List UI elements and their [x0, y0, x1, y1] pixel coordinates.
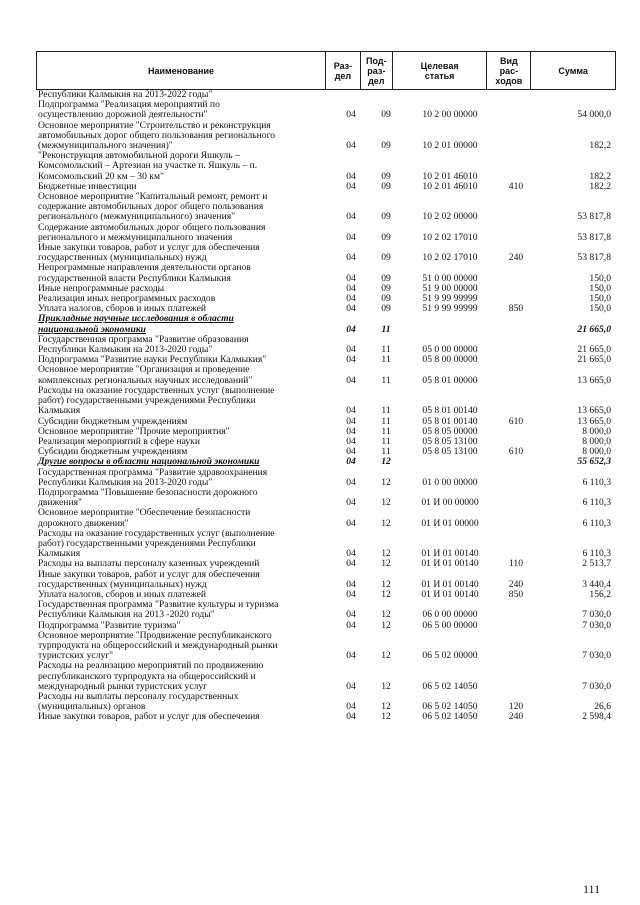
row-podrazdel: 12: [381, 548, 391, 560]
table-row: [38, 529, 618, 560]
row-statya: 01 И 00 00000: [421, 497, 479, 509]
table-row: [38, 488, 618, 508]
row-vid: 410: [508, 180, 524, 192]
row-name: Государственная программа "Развитие культуры и туризма Республики Калмыкия на 2013 -2020 годы": [38, 599, 279, 621]
table-row: [38, 335, 618, 355]
row-razdel: 04: [346, 650, 356, 662]
header-name: Наименование: [37, 52, 326, 89]
row-statya: 10 2 01 46010: [422, 180, 478, 192]
row-name: Подпрограмма "Повышение безопасности дорожного движения": [38, 486, 258, 509]
row-podrazdel: 12: [381, 588, 391, 600]
row-name: Подпрограмма "Развитие науки Республики Калмыкия": [38, 354, 267, 366]
row-vid: 240: [508, 711, 524, 723]
table-row: [38, 692, 618, 712]
row-summa: 2 598,4: [582, 711, 611, 723]
row-statya: 10 2 02 17010: [422, 252, 478, 264]
row-podrazdel: 09: [381, 231, 391, 243]
row-name: Основное мероприятие "Организация и проведение комплексных региональных научных исследований": [38, 364, 253, 386]
row-summa: 150,0: [589, 272, 611, 284]
table-row: [38, 386, 618, 417]
row-razdel: 04: [346, 701, 356, 713]
row-razdel: 04: [346, 425, 356, 437]
row-name: Иные закупки товаров, работ и услуг для обеспечения: [38, 711, 260, 723]
table-row: [38, 100, 618, 120]
row-name: Непрограммные направления деятельности органов государственной власти Республики Калмыкия: [38, 262, 251, 284]
row-podrazdel: 09: [381, 282, 391, 294]
row-podrazdel: 09: [381, 293, 391, 305]
row-podrazdel: 12: [381, 497, 391, 509]
row-razdel: 04: [346, 619, 356, 631]
row-statya: 06 5 00 00000: [422, 619, 478, 631]
row-vid: [496, 212, 536, 222]
row-razdel: 04: [346, 252, 356, 264]
row-statya: 06 0 00 00000: [422, 609, 478, 621]
row-summa: 8 000,0: [582, 435, 611, 447]
row-razdel: 04: [346, 588, 356, 600]
row-vid: [496, 621, 536, 631]
row-summa: 156,2: [589, 588, 611, 600]
row-statya: 10 2 02 17010: [422, 231, 478, 243]
row-razdel: 04: [346, 109, 356, 121]
row-name: Прикладные научные исследования в области национальной экономики: [38, 313, 234, 335]
row-podrazdel: 12: [381, 578, 391, 590]
row-vid: [496, 345, 536, 355]
row-vid: [496, 610, 536, 620]
row-statya: 01 И 01 00140: [421, 578, 479, 590]
header-podrazdel: Под- раз- дел: [361, 52, 393, 89]
row-name: Иные закупки товаров, работ и услуг для обеспечения государственных (муниципальных) нужд: [38, 242, 260, 264]
table-row: [38, 365, 618, 385]
table-row: [38, 631, 618, 662]
row-podrazdel: 11: [381, 425, 391, 437]
row-name: Государственная программа "Развитие образования Республики Калмыкия на 2013-2020 годы": [38, 333, 249, 356]
row-razdel: 04: [346, 446, 356, 458]
row-podrazdel: 12: [381, 711, 391, 723]
row-podrazdel: 11: [381, 354, 391, 366]
row-name: Бюджетные инвестиции: [38, 180, 137, 192]
row-name: Иные закупки товаров, работ и услуг для обеспечения государственных (муниципальных) нужд: [38, 568, 260, 590]
table-row: [38, 243, 618, 263]
row-razdel: 04: [346, 374, 356, 386]
row-name: Расходы на реализацию мероприятий по продвижению республиканского турпродукта на общероссийский и международный рынки туристских услуг: [38, 660, 264, 692]
header-summa: Сумма: [558, 65, 588, 76]
row-summa: 8 000,0: [582, 425, 611, 437]
row-summa: 6 110,3: [582, 517, 611, 529]
row-vid: [496, 682, 536, 692]
row-summa: 8 000,0: [582, 446, 611, 458]
row-razdel: 04: [346, 578, 356, 590]
row-summa: 7 030,0: [582, 680, 611, 692]
row-statya: 01 И 01 00000: [421, 517, 479, 529]
row-vid: [496, 406, 536, 416]
row-razdel: 04: [346, 517, 356, 529]
row-podrazdel: 09: [381, 140, 391, 152]
row-summa: 6 110,3: [582, 497, 611, 509]
header-razdel: Раз- дел: [326, 52, 361, 89]
row-razdel: 04: [346, 303, 356, 315]
row-podrazdel: 09: [381, 170, 391, 182]
row-vid: [496, 274, 536, 284]
table-row: [38, 151, 618, 182]
row-razdel: 04: [346, 456, 356, 468]
row-vid: [496, 325, 536, 335]
row-razdel: 04: [346, 476, 356, 488]
row-vid: [496, 233, 536, 243]
row-razdel: 04: [346, 558, 356, 570]
row-statya: 51 9 99 99999: [422, 293, 478, 305]
row-razdel: 04: [346, 323, 356, 335]
row-name: Подпрограмма "Реализация мероприятий по осуществлению дорожной деятельности": [38, 99, 220, 121]
row-podrazdel: 11: [381, 374, 391, 386]
row-statya: 51 9 00 00000: [422, 282, 478, 294]
row-razdel: 04: [346, 272, 356, 284]
row-vid: [496, 427, 536, 437]
row-name: Основное мероприятие "Обеспечение безопасности дорожного движения": [38, 507, 251, 529]
row-podrazdel: 09: [381, 272, 391, 284]
row-vid: [496, 478, 536, 488]
row-podrazdel: 12: [381, 609, 391, 621]
row-razdel: 04: [346, 711, 356, 723]
row-statya: 01 И 01 00140: [421, 548, 479, 560]
row-summa: 7 030,0: [582, 650, 611, 662]
row-statya: 01 И 01 00140: [421, 558, 479, 570]
row-podrazdel: 11: [381, 405, 391, 417]
row-statya: 10 2 00 00000: [422, 109, 478, 121]
row-statya: 51 9 99 99999: [422, 303, 478, 315]
row-vid: [496, 498, 536, 508]
row-summa: 53 817,8: [577, 211, 611, 223]
row-summa: 21 665,0: [577, 354, 611, 366]
row-name: Иные непрограммные расходы: [38, 282, 165, 294]
table-row: [38, 600, 618, 620]
row-summa: 53 817,8: [577, 231, 611, 243]
row-summa: 182,2: [589, 140, 611, 152]
row-name: "Реконструкция автомобильной дороги Яшкуль – Комсомольский – Артезиан на участке п. Яшкуль – п. Комсомольский 20 км – 30 км": [38, 150, 258, 182]
row-summa: 6 110,3: [582, 548, 611, 560]
row-razdel: 04: [346, 497, 356, 509]
row-summa: 2 513,7: [582, 558, 611, 570]
row-statya: 01 И 01 00140: [421, 588, 479, 600]
table-row: [38, 661, 618, 692]
row-razdel: 04: [346, 170, 356, 182]
table-body: [38, 90, 618, 723]
row-podrazdel: 11: [381, 446, 391, 458]
row-podrazdel: 12: [381, 650, 391, 662]
row-razdel: 04: [346, 140, 356, 152]
row-summa: 54 000,0: [577, 109, 611, 121]
row-vid: [496, 284, 536, 294]
row-podrazdel: 12: [381, 619, 391, 631]
row-vid: [496, 519, 536, 529]
row-statya: 10 2 01 00000: [422, 140, 478, 152]
row-razdel: 04: [346, 680, 356, 692]
row-vid: [496, 651, 536, 661]
row-razdel: 04: [346, 415, 356, 427]
row-podrazdel: 09: [381, 211, 391, 223]
row-statya: 05 8 01 00000: [422, 374, 478, 386]
table-row: [38, 263, 618, 283]
row-podrazdel: 09: [381, 252, 391, 264]
row-statya: 10 2 01 46010: [422, 170, 478, 182]
row-statya: 05 0 00 00000: [422, 344, 478, 356]
row-statya: 10 2 02 00000: [422, 211, 478, 223]
row-name: Реализация иных непрограммных расходов: [38, 293, 216, 305]
table-row: [38, 223, 618, 243]
row-name: Уплата налогов, сборов и иных платежей: [38, 303, 207, 315]
row-name: Подпрограмма "Развитие туризма": [38, 619, 181, 631]
page-number: 111: [583, 882, 601, 896]
table-row: [38, 192, 618, 223]
row-name: Субсидии бюджетным учреждениям: [38, 415, 188, 427]
row-name: Расходы на выплаты персоналу казенных учреждений: [38, 558, 260, 570]
row-podrazdel: 09: [381, 303, 391, 315]
row-summa: 13 665,0: [577, 405, 611, 417]
row-statya: 51 0 00 00000: [422, 272, 478, 284]
row-summa: 150,0: [589, 303, 611, 315]
row-podrazdel: 12: [381, 517, 391, 529]
row-statya: 05 8 01 00140: [422, 415, 478, 427]
row-summa: 7 030,0: [582, 609, 611, 621]
row-summa: 13 665,0: [577, 415, 611, 427]
table-header: [36, 51, 616, 90]
row-vid: [496, 110, 536, 120]
row-podrazdel: 11: [381, 323, 391, 335]
row-name: Основное мероприятие "Строительство и реконструкция автомобильных дорог общего пользования регионального (межмуниципального значения)": [38, 119, 276, 152]
row-statya: [400, 457, 496, 467]
row-summa: 6 110,3: [582, 476, 611, 488]
row-name: Основное мероприятие "Капитальный ремонт, ремонт и содержание автомобильных дорог общего пользования регионального (межмуниципального) значения": [38, 191, 268, 223]
row-podrazdel: 09: [381, 180, 391, 192]
row-name: Расходы на оказание государственных услуг (выполнение работ) государственными учреждениями Республики Калмыкия: [38, 384, 275, 417]
row-podrazdel: 11: [381, 344, 391, 356]
row-vid: 240: [508, 578, 524, 590]
row-razdel: 04: [346, 548, 356, 560]
table-row: [38, 457, 618, 467]
row-vid: [496, 355, 536, 365]
row-vid: [496, 457, 536, 467]
row-podrazdel: 12: [381, 456, 391, 468]
table-row: [38, 121, 618, 152]
row-vid: 850: [508, 303, 524, 315]
header-statya: Целевая статья: [393, 52, 488, 89]
row-statya: 01 0 00 00000: [422, 476, 478, 488]
row-razdel: 04: [346, 211, 356, 223]
row-name: Расходы на выплаты персоналу государственных (муниципальных) органов: [38, 690, 239, 713]
row-summa: 21 665,0: [577, 323, 611, 335]
row-podrazdel: 12: [381, 476, 391, 488]
table-row: [38, 570, 618, 590]
row-name: Расходы на оказание государственных услуг (выполнение работ) государственными учреждениями Республики Калмыкия: [38, 527, 275, 560]
row-statya: 06 5 02 14050: [422, 701, 478, 713]
row-razdel: 04: [346, 344, 356, 356]
table-row: [38, 712, 618, 722]
row-name: Другие вопросы в области национальной экономики: [38, 456, 260, 468]
header-vid: Вид рас- ходов: [487, 52, 531, 89]
row-name: Реализация мероприятий в сфере науки: [38, 435, 200, 447]
row-summa: 26,6: [594, 701, 611, 713]
row-razdel: 04: [346, 354, 356, 366]
row-podrazdel: 11: [381, 415, 391, 427]
row-podrazdel: 09: [381, 109, 391, 121]
row-name: Уплата налогов, сборов и иных платежей: [38, 588, 207, 600]
row-name: Содержание автомобильных дорог общего пользования регионального и межмуниципального значения: [38, 221, 266, 243]
row-razdel: 04: [346, 180, 356, 192]
row-name: Государственная программа "Развитие здравоохранения Республики Калмыкия на 2013-2020 годы": [38, 466, 268, 488]
row-vid: [496, 376, 536, 386]
row-summa: 53 817,8: [577, 252, 611, 264]
row-vid: 110: [508, 558, 524, 570]
table-row: [38, 314, 618, 334]
row-podrazdel: 12: [381, 701, 391, 713]
row-statya: 06 5 02 00000: [422, 650, 478, 662]
row-vid: 120: [508, 701, 524, 713]
row-vid: [496, 141, 536, 151]
row-vid: 850: [508, 588, 524, 600]
row-razdel: 04: [346, 435, 356, 447]
row-summa: 3 440,4: [582, 578, 611, 590]
row-razdel: 04: [346, 405, 356, 417]
row-summa: 150,0: [589, 293, 611, 305]
row-name: Республики Калмыкия на 2013-2022 годы": [38, 89, 213, 100]
row-summa: 13 665,0: [577, 374, 611, 386]
row-statya: 06 5 02 14050: [422, 680, 478, 692]
row-statya: [400, 325, 496, 335]
table-row: [38, 508, 618, 528]
row-statya: 05 8 01 00140: [422, 405, 478, 417]
row-statya: 05 8 00 00000: [422, 354, 478, 366]
row-podrazdel: 12: [381, 680, 391, 692]
row-summa: 182,2: [589, 170, 611, 182]
row-summa: 150,0: [589, 282, 611, 294]
row-name: Основное мероприятие "Прочие мероприятия": [38, 425, 230, 437]
row-summa: 55 652,3: [577, 456, 611, 468]
row-razdel: 04: [346, 293, 356, 305]
row-statya: 05 8 05 00000: [422, 425, 478, 437]
row-statya: 05 8 05 13100: [422, 435, 478, 447]
row-podrazdel: 11: [381, 435, 391, 447]
row-razdel: 04: [346, 231, 356, 243]
row-vid: 240: [508, 252, 524, 264]
row-statya: 06 5 02 14050: [422, 711, 478, 723]
row-vid: 610: [508, 446, 524, 458]
row-razdel: 04: [346, 282, 356, 294]
row-razdel: 04: [346, 609, 356, 621]
row-podrazdel: 12: [381, 558, 391, 570]
row-summa: 182,2: [589, 180, 611, 192]
row-summa: 7 030,0: [582, 619, 611, 631]
row-summa: 21 665,0: [577, 344, 611, 356]
row-name: Основное мероприятие "Продвижение республиканского турпродукта на общероссийский и международный рынки туристских услуг": [38, 629, 278, 662]
row-statya: 05 8 05 13100: [422, 446, 478, 458]
row-vid: 610: [508, 415, 524, 427]
row-name: Субсидии бюджетным учреждениям: [38, 446, 188, 458]
table-row: [38, 468, 618, 488]
